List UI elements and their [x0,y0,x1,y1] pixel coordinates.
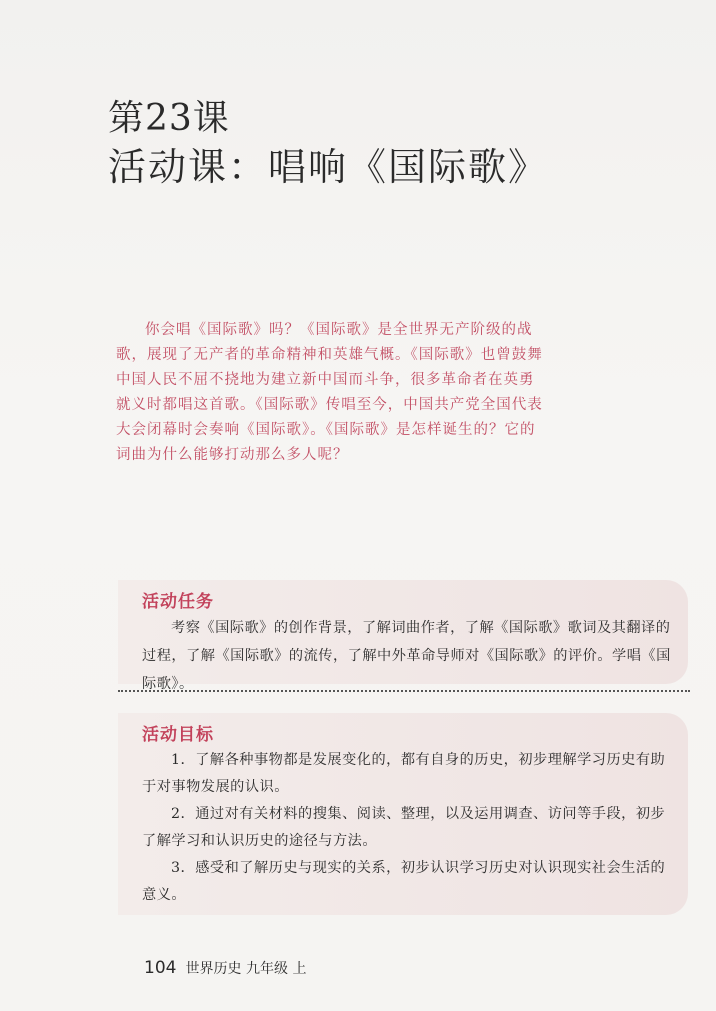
lesson-number: 第23课 [108,98,230,139]
activity-goals-panel [118,713,688,915]
page-footer [144,958,306,978]
activity-tasks-panel [118,580,688,692]
goal-item: 3．感受和了解历史与现实的关系，初步认识学习历史对认识现实社会生活的意义。 [142,860,666,903]
activity-goals-heading: 活动目标 [142,725,214,745]
intro-paragraph: 你会唱《国际歌》吗？《国际歌》是全世界无产阶级的战歌，展现了无产者的革命精神和英雄气概。《国际歌》也曾鼓舞中国人民不屈不挠地为建立新中国而斗争，很多革命者在英勇就义时都唱这首歌。《国际歌》传唱至今，中国共产党全国代表大会闭幕时会奏响《国际歌》。《国际歌》是怎样诞生的？它的词曲为什么能够打动那么多人呢？ [116,322,543,463]
activity-tasks-text: 考察《国际歌》的创作背景，了解词曲作者，了解《国际歌》歌词及其翻译的过程，了解《国际歌》的流传，了解中外革命导师对《国际歌》的评价。学唱《国际歌》。 [142,620,671,692]
lesson-header [108,98,548,190]
lesson-title: 活动课：唱响《国际歌》 [108,145,549,189]
activity-tasks-heading: 活动任务 [142,592,214,612]
page-number: 104 [144,958,177,978]
goal-item: 2．通过对有关材料的搜集、阅读、整理，以及运用调查、访问等手段，初步了解学习和认识历史的途径与方法。 [142,806,666,849]
dotted-divider [118,690,690,692]
book-title: 世界历史 九年级 上 [185,961,307,977]
goal-item: 1．了解各种事物都是发展变化的，都有自身的历史，初步理解学习历史有助于对事物发展的认识。 [142,752,666,795]
